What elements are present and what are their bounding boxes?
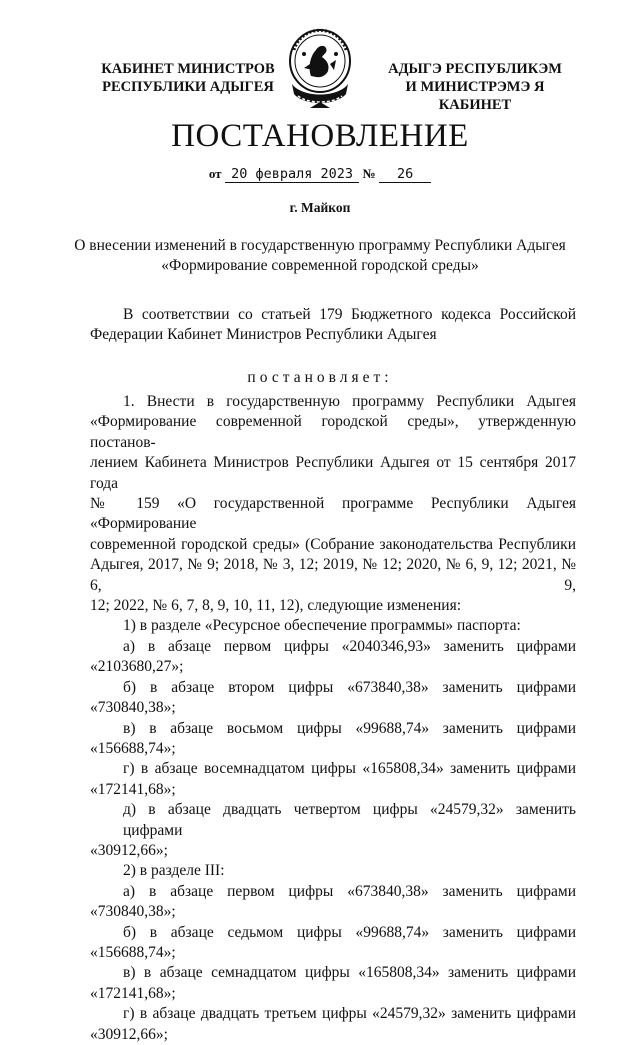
number-label: № xyxy=(362,166,376,181)
body-line: современной городской среды» (Собрание законодательства Республики xyxy=(90,535,576,553)
body-line: г) в абзаце двадцать третьем цифры «24579,32» заменить цифрами xyxy=(123,1005,576,1023)
body-line: 2) в разделе III: xyxy=(123,862,225,880)
body-line: «30912,66»; xyxy=(90,841,168,859)
city: г. Майкоп xyxy=(289,200,351,215)
issuer-russian-line1: КАБИНЕТ МИНИСТРОВ xyxy=(101,61,275,77)
body-line: «172141,68»; xyxy=(90,984,176,1002)
document-title: ПОСТАНОВЛЕНИЕ xyxy=(171,118,469,154)
body-line: «172141,68»; xyxy=(90,780,176,798)
body-line: г) в абзаце восемнадцатом цифры «165808,34» заменить цифрами xyxy=(123,760,576,778)
issuer-russian-line2: РЕСПУБЛИКИ АДЫГЕЯ xyxy=(102,79,274,95)
issuer-russian xyxy=(98,60,278,96)
preamble xyxy=(90,305,576,346)
body-line: 12; 2022, № 6, 7, 8, 9, 10, 11, 12), следующие изменения: xyxy=(90,597,462,615)
resolves-heading: постановляет: xyxy=(247,369,393,386)
body-line: в) в абзаце восьмом цифры «99688,74» заменить цифрами xyxy=(123,719,576,737)
subject-line2: «Формирование современной городской среды» xyxy=(161,257,479,274)
document-subject xyxy=(0,236,640,276)
body-line: а) в абзаце первом цифры «2040346,93» заменить цифрами xyxy=(123,637,576,655)
date-label: от xyxy=(208,166,222,181)
body-line: лением Кабинета Министров Республики Адыгея от 15 сентября 2017 года xyxy=(90,454,576,492)
body-line: Адыгея, 2017, № 9; 2018, № 3, 12; 2019, № 12; 2020, № 6, 9, 12; 2021, № 6, 9, xyxy=(90,556,576,594)
body-line: «156688,74»; xyxy=(90,739,176,757)
body-line: «730840,38»; xyxy=(90,903,176,921)
body-line: «156688,74»; xyxy=(90,943,176,961)
issuer-adyghe xyxy=(370,60,580,114)
body-line: а) в абзаце первом цифры «673840,38» заменить цифрами xyxy=(123,882,576,900)
preamble-line2: Федерации Кабинет Министров Республики Адыгея xyxy=(90,326,437,344)
resolution-body xyxy=(90,392,576,1045)
number-value: 26 xyxy=(379,166,431,183)
body-line: д) в абзаце двадцать четвертом цифры «24579,32» заменить цифрами xyxy=(123,801,576,839)
body-line: 1) в разделе «Ресурсное обеспечение программы» паспорта: xyxy=(123,617,521,635)
body-line: б) в абзаце втором цифры «673840,38» заменить цифрами xyxy=(123,678,576,696)
coat-of-arms-icon xyxy=(280,24,360,114)
body-line: «30912,66»; xyxy=(90,1025,168,1043)
issuer-adyghe-line2: И МИНИСТРЭМЭ Я КАБИНЕТ xyxy=(405,79,545,113)
issuer-adyghe-line1: АДЫГЭ РЕСПУБЛИКЭМ xyxy=(388,61,562,77)
body-line: «730840,38»; xyxy=(90,699,176,717)
subject-line1: О внесении изменений в государственную программу Республики Адыгея xyxy=(74,237,566,254)
body-line: 1. Внести в государственную программу Республики Адыгея xyxy=(123,393,576,410)
body-line: в) в абзаце семнадцатом цифры «165808,34» заменить цифрами xyxy=(123,964,576,982)
body-line: б) в абзаце седьмом цифры «99688,74» заменить цифрами xyxy=(123,923,576,941)
date-value: 20 февраля 2023 xyxy=(225,166,359,183)
body-line: «2103680,27»; xyxy=(90,658,184,676)
preamble-line1: В соответствии со статьей 179 Бюджетного кодекса Российской xyxy=(123,306,576,323)
body-line: «Формирование современной городской среды», утвержденную постанов- xyxy=(90,413,576,451)
body-line: № 159 «О государственной программе Республики Адыгея «Формирование xyxy=(90,495,576,533)
date-number-line xyxy=(0,166,640,183)
